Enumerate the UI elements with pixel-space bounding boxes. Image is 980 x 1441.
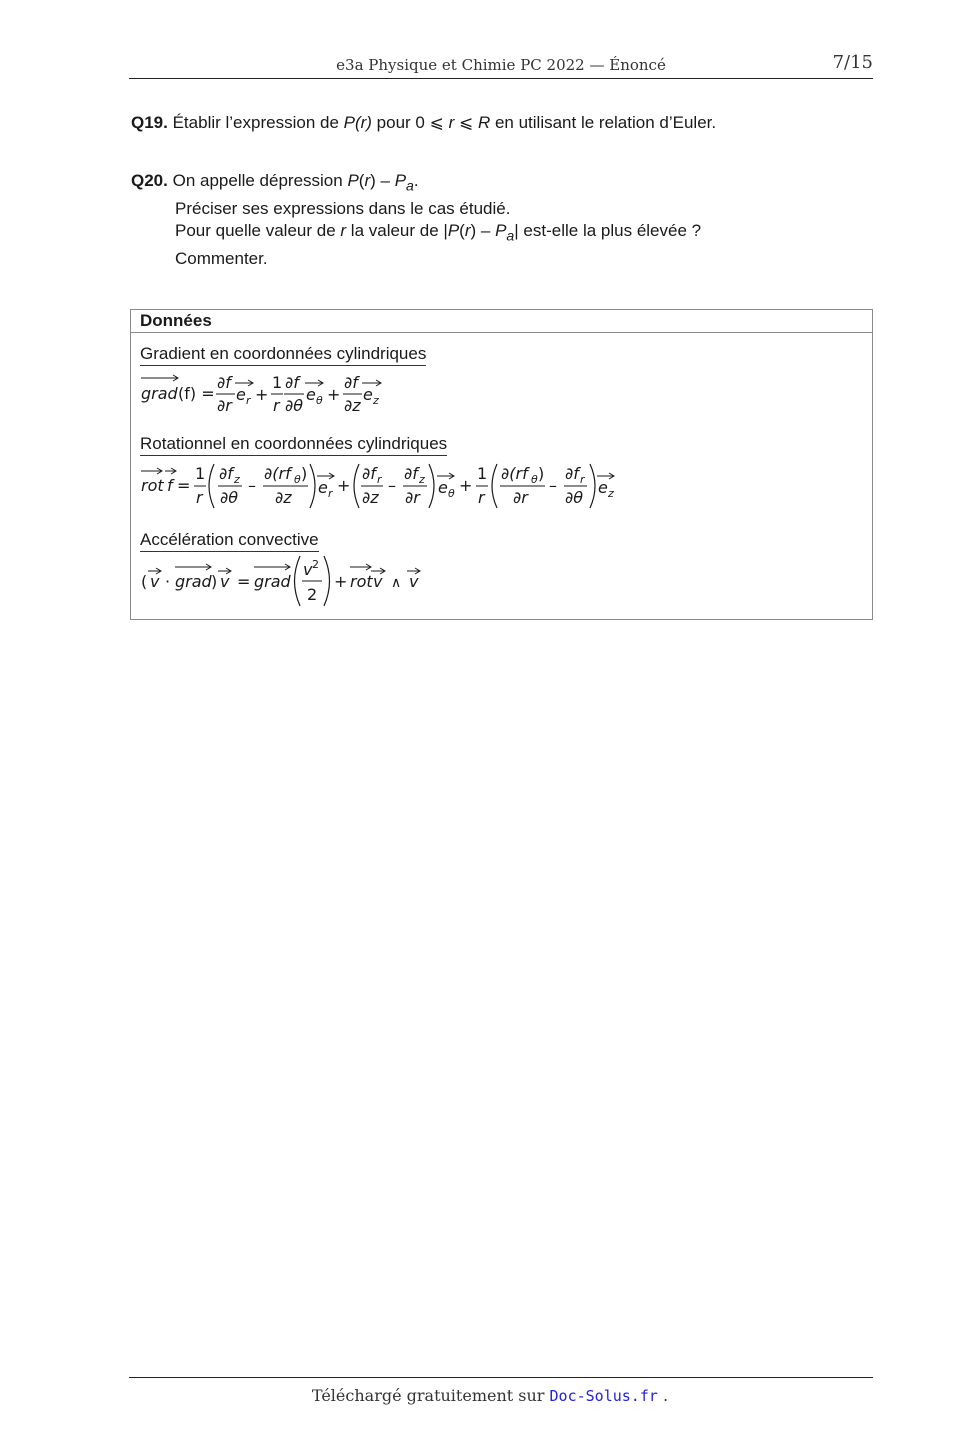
formula-text: ∂f (219, 464, 233, 483)
paren-right (310, 464, 315, 508)
formula-text: ∂f (565, 464, 579, 483)
formula-text: ) (301, 464, 308, 483)
formula-text: v (303, 560, 313, 579)
formula-text: e (598, 478, 608, 497)
formula-text: ∂θ (285, 396, 304, 415)
paren-left (295, 556, 301, 606)
question-label: Q20. (131, 171, 168, 190)
formula-text: f (167, 476, 173, 495)
convective-formula (140, 554, 460, 610)
formula-text: · (165, 572, 171, 591)
footer-text: Téléchargé gratuitement sur (311, 1386, 550, 1405)
math: P (394, 171, 407, 190)
formula-text: ∂θ (565, 488, 584, 507)
formula-text: + (337, 476, 351, 495)
formula-text: ∂f (344, 373, 358, 392)
formula-text: ∂r (217, 396, 232, 415)
formula-text: 1 (477, 464, 488, 483)
question-20-line4: Commenter. (175, 249, 268, 269)
question-20-line1 (131, 170, 701, 198)
formula-text: ∂z (344, 396, 361, 415)
formula-text: e (438, 478, 448, 497)
page-header (129, 52, 873, 79)
footer-end: . (657, 1386, 669, 1405)
formula-text: θ (531, 473, 538, 486)
formula-text: r (580, 473, 585, 486)
text: en utilisant le relation d’Euler. (490, 113, 717, 132)
rotational-section (140, 434, 447, 456)
formula-text: grad (141, 384, 178, 403)
section-title: Rotationnel en coordonnées cylindriques (140, 434, 447, 456)
formula-text: ∂f (217, 373, 231, 392)
text: On appelle dépression (172, 171, 348, 190)
formula-text: rot (350, 572, 373, 591)
math: P (347, 171, 359, 190)
formula-text: ∂θ (220, 488, 239, 507)
formula-text: rot (141, 476, 164, 495)
math: R (477, 113, 491, 132)
page-number: 7/15 (832, 52, 873, 73)
math: P (447, 221, 460, 241)
formula-text: v (373, 572, 383, 591)
formula-text: ∂f (404, 464, 418, 483)
formula-text: ∂f (285, 373, 299, 392)
question-20-line3 (131, 220, 701, 248)
text: la valeur de | (346, 221, 448, 241)
formula-text: r (478, 488, 485, 507)
gradient-formula (140, 370, 440, 420)
header-title: e3a Physique et Chimie PC 2022 — Énoncé (336, 56, 666, 74)
section-title: Gradient en coordonnées cylindriques (140, 344, 426, 366)
formula-text: r (273, 396, 280, 415)
formula-text: e (363, 385, 373, 404)
formula-text: + (459, 476, 473, 495)
paren-right (324, 556, 330, 606)
math: r (464, 221, 471, 241)
text: ( (358, 171, 365, 190)
formula-text: = (237, 572, 251, 591)
formula-text: z (373, 394, 379, 407)
data-box (130, 309, 873, 620)
formula-text: v (409, 572, 419, 591)
math: r (364, 171, 371, 190)
paren-left (209, 464, 214, 508)
formula-text: grad (175, 572, 212, 591)
question-19 (131, 112, 716, 135)
footer-divider (129, 1377, 873, 1378)
formula-text: 1 (272, 373, 283, 392)
formula-text: r (246, 394, 251, 407)
formula-text: + (327, 385, 341, 404)
math: a (506, 228, 515, 245)
text: Établir l’expression de (172, 113, 344, 132)
formula-text: r (377, 473, 382, 486)
formula-text: ∂(rf (501, 464, 528, 483)
formula-text: z (234, 473, 240, 486)
formula-text: 2 (307, 585, 318, 604)
math: a (406, 178, 414, 195)
formula-text: + (255, 385, 269, 404)
math: P (495, 221, 507, 241)
text: | est-elle la plus élevée ? (514, 221, 702, 241)
question-20-line2: Préciser ses expressions dans le cas étudié. (175, 198, 511, 218)
section-title: Accélération convective (140, 530, 319, 552)
page-footer (0, 1386, 980, 1405)
formula-text: ( (141, 572, 148, 591)
box-title: Données (131, 310, 872, 333)
rotational-formula (140, 460, 640, 512)
formula-text: (f) = (178, 384, 215, 403)
text: . (413, 171, 419, 190)
gradient-section (140, 344, 426, 366)
formula-text: e (306, 385, 316, 404)
formula-text: ∂r (513, 488, 528, 507)
formula-text: ) (211, 572, 218, 591)
formula-text: θ (448, 487, 455, 500)
convective-section (140, 530, 319, 552)
formula-text: θ (316, 394, 323, 407)
text: Pour quelle valeur de (175, 221, 341, 241)
formula-text: ∧ (391, 575, 402, 591)
text: ) – (370, 171, 395, 190)
formula-text: θ (294, 473, 301, 486)
paren-left (492, 464, 497, 508)
formula-text: r (328, 487, 333, 500)
formula-text: e (236, 385, 246, 404)
formula-text: e (318, 478, 328, 497)
math: P(r) (343, 113, 372, 132)
math: r (448, 113, 455, 132)
formula-text: r (196, 488, 203, 507)
text: ( (459, 221, 465, 241)
footer-link[interactable]: Doc-Solus.fr (549, 1387, 658, 1405)
math: r (340, 221, 347, 241)
formula-text: 2 (312, 558, 319, 571)
formula-text: v (220, 572, 230, 591)
formula-text: ∂z (362, 488, 379, 507)
paren-right (590, 464, 595, 508)
formula-text: ∂f (362, 464, 376, 483)
text: pour 0 ⩽ (371, 113, 449, 132)
formula-text: ) (538, 464, 545, 483)
formula-text: z (608, 487, 614, 500)
paren-right (429, 464, 434, 508)
formula-text: – (248, 476, 256, 495)
formula-text: grad (254, 572, 291, 591)
paren-left (354, 464, 359, 508)
question-20 (131, 170, 701, 271)
formula-text: – (388, 476, 396, 495)
formula-text: v (150, 572, 160, 591)
formula-text: ∂r (405, 488, 420, 507)
formula-text: z (419, 473, 425, 486)
text: ) – (470, 221, 496, 241)
formula-text: = (177, 476, 191, 495)
formula-text: – (549, 476, 557, 495)
formula-text: ∂z (275, 488, 292, 507)
formula-text: 1 (195, 464, 206, 483)
formula-text: + (334, 572, 348, 591)
question-label: Q19. (131, 113, 168, 132)
text: ⩽ (454, 113, 478, 132)
formula-text: ∂(rf (264, 464, 291, 483)
